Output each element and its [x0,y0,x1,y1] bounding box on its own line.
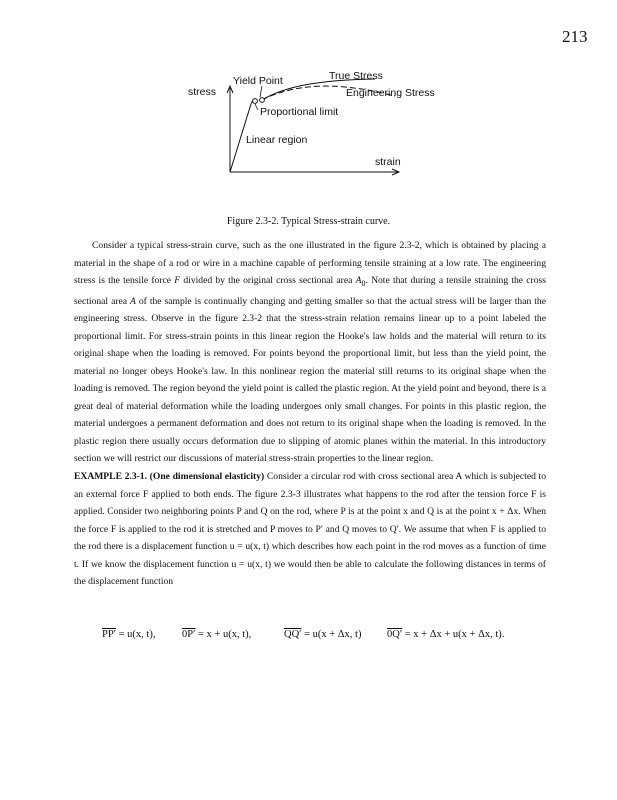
example-title: EXAMPLE 2.3-1. (One dimensional elasticity) [74,471,265,483]
yield-point-label: Yield Point [233,75,283,87]
equation-qq: QQ′ = u(x + Δx, t) [284,629,362,640]
stress-label: stress [188,86,217,98]
stress-strain-figure [0,0,617,215]
equation-0q: 0Q′ = x + Δx + u(x + Δx, t). [387,629,505,640]
proportional-limit-marker [253,99,258,104]
proportional-pointer [255,104,258,110]
equation-pp: PP′ = u(x, t), [102,629,156,640]
paragraph-stress-strain: Consider a typical stress-strain curve, such as the one illustrated in the figure 2.3-2, which is obtained by placing a material in the shape of a rod or wire in a machine capable of performing tensile straining at a low rate. The engineering stress is the tensile force F divided by the original cross sectional area $A_0$. Note that during a tensile straining the cross sectional area A of the sample is continually changing and getting smaller so that the actual stress will be larger than the engineering stress. Observe in the figure 2.3-2 that the stress-strain relation remains linear up to a point labeled the proportional limit. For stress-strain points in this linear region the Hooke's law holds and the material will return to its original shape when the loading is removed. For points beyond the proportional limit, but less than the yield point, the material no longer obeys Hooke's law. In this nonlinear region the material still returns to its original shape when the loading is removed. The region beyond the yield point is called the plastic region. At the yield point and beyond, there is a great deal of material deformation while the loading undergoes only small changes. For points in this plastic region, the material undergoes a permanent deformation and does not return to its original shape when the loading is removed. In the plastic region there usually occurs deformation due to slipping of atomic planes within the material. In this introductory section we will restrict our discussions of material stress-strain properties to the linear region. [74,240,546,465]
strain-label: strain [375,156,401,168]
linear-region-label: Linear region [246,134,308,146]
engineering-stress-label: Engineering Stress [346,87,435,99]
equation-0p: 0P′ = x + u(x, t), [182,629,252,640]
body-text [74,237,546,591]
yield-pointer [260,86,262,97]
true-stress-label: True Stress [329,70,383,82]
paragraph-example: EXAMPLE 2.3-1. (One dimensional elasticity) Consider a circular rod with cross sectional area A which is subjected to an external force F applied to both ends. The figure 2.3-3 illustrates what happens to the rod after the tension force F is applied. Consider two neighboring points P and Q on the rod, where P is at the point x and Q is at the point x + Δx. When the force F is applied to the rod it is stretched and P moves to P′ and Q moves to Q′. We assume that when F is applied to the rod there is a displacement function u = u(x, t) which describes how each point in the rod moves as a function of time t. If we know the displacement function u = u(x, t) we would then be able to calculate the following distances in terms of the displacement function [74,471,546,588]
proportional-limit-label: Proportional limit [260,106,339,118]
yield-point-marker [260,98,265,103]
figure-caption: Figure 2.3-2. Typical Stress-strain curve. [226,216,391,227]
page-number: 213 [562,27,588,46]
